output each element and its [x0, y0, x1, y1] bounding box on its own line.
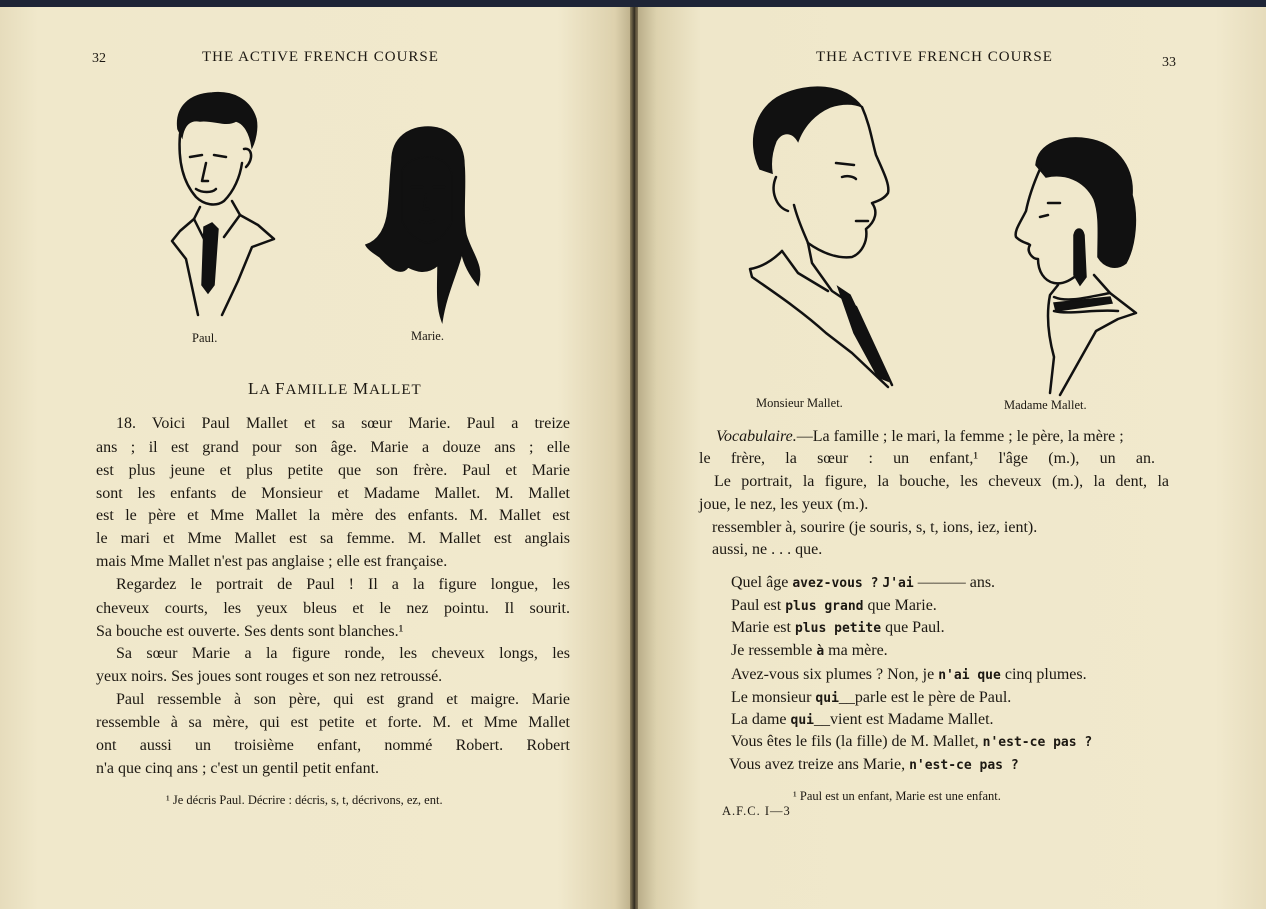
vocab-line: joue, le nez, les yeux (m.).	[699, 496, 869, 513]
text-line: est le père et Mme Mallet la mère des enfants. M. Mallet est	[96, 507, 570, 524]
example-line: Je ressemble à ma mère.	[731, 642, 888, 659]
text-line: Regardez le portrait de Paul ! Il a la figure longue, les	[116, 576, 570, 593]
right-page	[638, 7, 1266, 909]
text-line: yeux noirs. Ses joues sont rouges et son nez retroussé.	[96, 668, 443, 685]
text-line: Paul ressemble à son père, qui est grand et maigre. Marie	[116, 691, 570, 708]
vocab-label: Vocabulaire.	[716, 428, 797, 445]
caption-marie: Marie.	[411, 329, 444, 343]
text-line: mais Mme Mallet n'est pas anglaise ; elle est française.	[96, 553, 448, 570]
example-line: Vous êtes le fils (la fille) de M. Mallet, n'est-ce pas ?	[731, 733, 1093, 750]
text-line: sont les enfants de Monsieur et Madame Mallet. M. Mallet	[96, 485, 570, 502]
example-line: Le monsieur qui__parle est le père de Paul.	[731, 689, 1012, 706]
vocab-line: le frère, la sœur : un enfant,¹ l'âge (m.), un an.	[699, 450, 1155, 467]
vocab-line: aussi, ne . . . que.	[712, 541, 823, 558]
text-line: Sa sœur Marie a la figure ronde, les cheveux longs, les	[116, 645, 570, 662]
text-line: 18. Voici Paul Mallet et sa sœur Marie. Paul a treize	[116, 415, 570, 432]
text-line: Sa bouche est ouverte. Ses dents sont blanches.¹	[96, 623, 404, 640]
caption-monsieur-mallet: Monsieur Mallet.	[756, 396, 843, 410]
text-line: ans ; il est grand pour son âge. Marie a douze ans ; elle	[96, 439, 570, 456]
running-head: THE ACTIVE FRENCH COURSE	[816, 49, 1053, 65]
window-top-edge	[0, 0, 1266, 7]
example-line: Quel âge avez-vous ? J'ai ——— ans.	[731, 574, 996, 591]
example-line: La dame qui__vient est Madame Mallet.	[731, 711, 994, 728]
footnote: ¹ Je décris Paul. Décrire : décris, s, t, décrivons, ez, ent.	[166, 793, 443, 807]
caption-madame-mallet: Madame Mallet.	[1004, 398, 1087, 412]
example-line: Paul est plus grand que Marie.	[731, 597, 937, 614]
text-line: n'a que cinq ans ; c'est un gentil petit enfant.	[96, 760, 380, 777]
text-line: le mari et Mme Mallet est sa femme. M. Mallet est anglais	[96, 530, 570, 547]
text-line: est plus jeune et plus petite que son frère. Paul et Marie	[96, 462, 570, 479]
running-head: THE ACTIVE FRENCH COURSE	[202, 49, 439, 65]
vocab-line: Le portrait, la figure, la bouche, les cheveux (m.), la dent, la	[714, 473, 1169, 490]
page-number: 32	[92, 51, 106, 66]
signature-mark: A.F.C. I—3	[722, 804, 791, 818]
left-page	[0, 7, 634, 909]
text-line: ressemble à sa mère, qui est petite et forte. M. et Mme Mallet	[96, 714, 570, 731]
paul-portrait	[160, 89, 285, 319]
vocab-line: ressembler à, sourire (je souris, s, t, ions, iez, ient).	[712, 519, 1038, 536]
text-line: ont aussi un troisième enfant, nommé Robert. Robert	[96, 737, 570, 754]
page-number: 33	[1162, 55, 1176, 70]
section-title: LA FAMILLE MALLET	[248, 379, 422, 398]
monsieur-mallet-portrait	[742, 81, 902, 393]
vocab-line: Vocabulaire.—La famille ; le mari, la femme ; le père, la mère ;	[716, 428, 1124, 445]
caption-paul: Paul.	[192, 331, 218, 345]
text-line: cheveux courts, les yeux bleus et le nez pointu. Il sourit.	[96, 600, 570, 617]
madame-mallet-portrait	[998, 135, 1140, 397]
footnote: ¹ Paul est un enfant, Marie est une enfant.	[793, 789, 1001, 803]
example-line: Vous avez treize ans Marie, n'est-ce pas ?	[729, 756, 1019, 773]
example-line: Avez-vous six plumes ? Non, je n'ai que cinq plumes.	[731, 666, 1087, 683]
example-line: Marie est plus petite que Paul.	[731, 619, 945, 636]
marie-portrait	[366, 125, 488, 325]
